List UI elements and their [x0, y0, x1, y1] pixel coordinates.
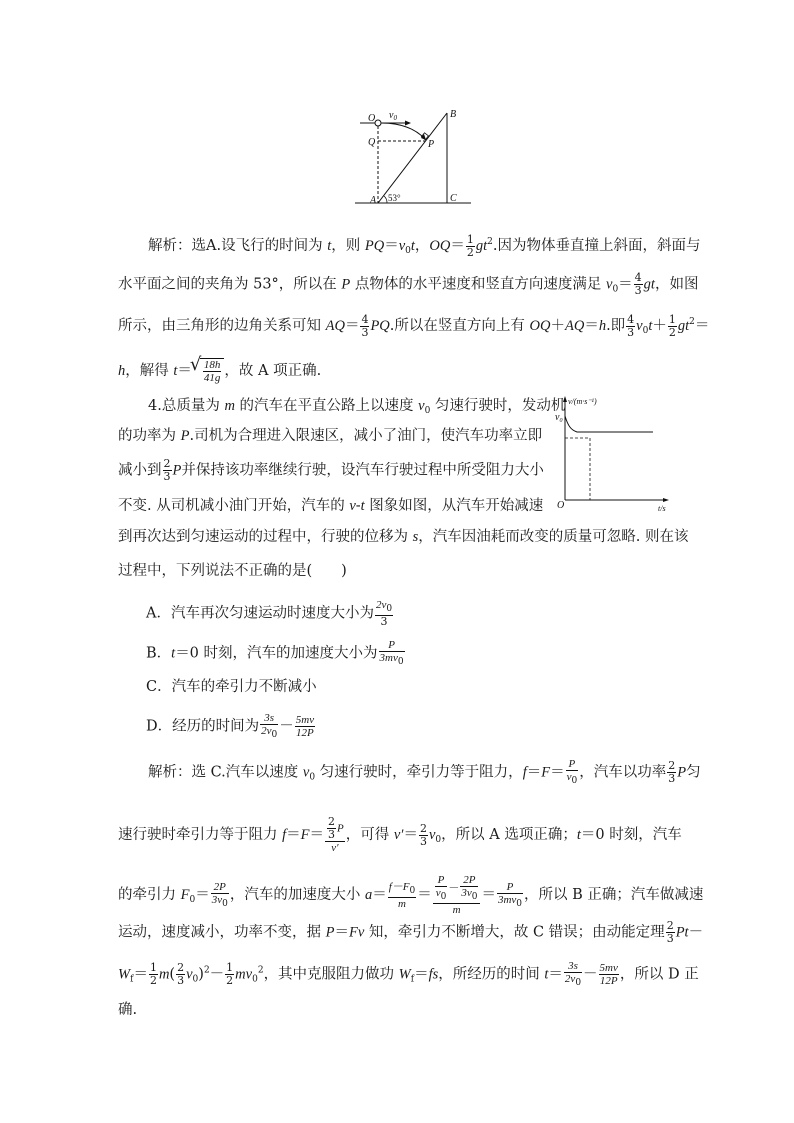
label-a: A: [370, 195, 377, 206]
velocity-time-graph: [555, 390, 675, 512]
q4-line-5: 到再次达到匀速运动的过程中，行驶的位移为 s，汽车因油耗而改变的质量可忽略. 则在该: [118, 529, 689, 545]
option-b: B．t＝0 时刻，汽车的加速度大小为 $\frac{P}{3mv_0}$: [146, 639, 404, 667]
sol4-line-2: 速行驶时牵引力等于阻力 f＝F＝ $\frac{2}{3}$ P v′ ，可得 v′＝ $\frac{2}{3}$ $v_0$，所以 A 选项正确；t＝0 时刻，汽车: [118, 815, 682, 854]
sol4-line-1: 解析：选 C.汽车以速度 $v_0$ 匀速行驶时，牵引力等于阻力，f＝F＝ $\frac{P}{v_0}$ ，汽车以功率 $\frac{2}{3}$ P匀: [148, 758, 701, 786]
vt-curve: [565, 416, 653, 432]
q4-line-2: 的功率为 P.司机为合理进入限速区，减小了油门，使汽车功率立即: [118, 428, 543, 444]
label-p: P: [428, 139, 435, 150]
sol3-line-1: 解析：选A.设飞行的时间为 t，则 $PQ=v_0t$，OQ＝ $\frac{1}{2}$ $gt^2$.因为物体垂直撞上斜面，斜面与: [148, 232, 701, 259]
sol4-line-4: 运动，速度减小，功率不变，据 P＝Fv 知，牵引力不断增大，故 C 错误；由动能定理 $\frac{2}{3}$ Pt－: [118, 919, 704, 945]
sol4-line-6: 确.: [118, 1002, 138, 1018]
graph-origin: O: [557, 500, 565, 511]
label-v0: $v_0$: [389, 110, 397, 122]
q4-line-6: 过程中，下列说法不正确的是( ): [118, 563, 347, 579]
graph-v0-label: $v_0$: [555, 412, 563, 424]
q4-line-4: 不变. 从司机减小油门开始，汽车的 v-t 图象如图，从汽车开始减速: [118, 498, 544, 514]
label-c: C: [450, 193, 457, 204]
q4-line-3: 减小到 $\frac{2}{3}$ P并保持该功率继续行驶，设汽车行驶过程中所受阻力大小: [118, 457, 544, 483]
sol3-line-4: h，解得 t＝ √ $\frac{18h}{41g}$ ，故 A 项正确.: [118, 358, 688, 384]
label-q: Q: [368, 137, 376, 148]
sol4-line-3: 的牵引力 $F_0=$ $\frac{2P}{3v_0}$ ，汽车的加速度大小 a＝ $\frac{f-F_0}{m}$ ＝ $\frac{P}{v_0}$ － $\frac{2P}{3v_0}$ m ＝ $\frac{P}{3mv_0}$ ，所以 B 正确；汽车做减速: [118, 874, 704, 916]
projectile-incline-figure: [355, 105, 475, 210]
label-angle: 53°: [388, 193, 401, 203]
option-a: A．汽车再次匀速运动时速度大小为 $\frac{2v_0}{3}$: [146, 599, 393, 628]
sol3-line-2: 水平面之间的夹角为 53°，所以在 P 点物体的水平速度和竖直方向速度满足 $v_0=$ $\frac{4}{3}$ gt，如图: [118, 271, 699, 297]
graph-xlabel: t/s: [658, 504, 666, 512]
sol3-line-3: 所示，由三角形的边角关系可知 AQ＝ $\frac{4}{3}$ PQ.所以在竖直方向上有 OQ＋AQ＝h.即 $\frac{4}{3}$ $v_0t+$ $\frac{1}{2}$ $gt^2=$: [118, 312, 710, 339]
sol4-line-5: $W_f=$ $\frac{1}{2}$ m( $\frac{2}{3}$ $v_0)^2-$ $\frac{1}{2}$ $mv_0^2$，其中克服阻力做功 $W_f=fs$，所经历的时间 t＝ $\frac{3s}{2v_0}$ － $\frac{5mv}{12P}$ ，所以 D 正: [118, 960, 699, 988]
q4-line-1: 4.总质量为 m 的汽车在平直公路上以速度 $v_0$ 匀速行驶时，发动机: [148, 398, 566, 416]
option-d: D．经历的时间为 $\frac{3s}{2v_0}$ － $\frac{5mv}{12P}$: [146, 712, 315, 740]
x-axis-arrow: [663, 498, 669, 502]
option-c: C．汽车的牵引力不断减小: [146, 679, 317, 695]
label-b: B: [450, 109, 457, 120]
graph-ylabel: v/(m·s⁻¹): [568, 397, 597, 406]
label-o: O: [368, 113, 376, 124]
